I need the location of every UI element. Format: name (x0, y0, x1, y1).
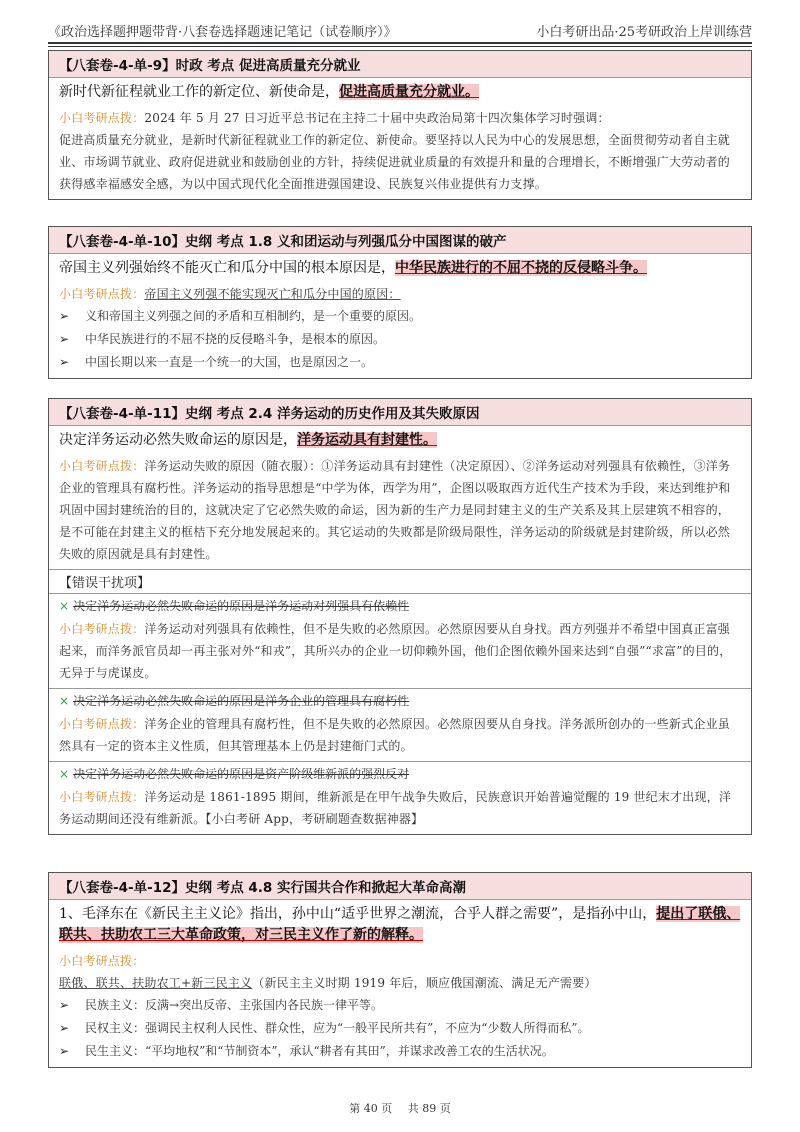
error-item (49, 593, 751, 616)
tip-label: 小白考研点拨： (59, 459, 145, 473)
error-section-title: 【错误干扰项】 (49, 569, 751, 593)
header-left-title: 《政治选择题押题带背·八套卷选择题速记笔记（试卷顺序）》 (48, 24, 397, 40)
cross-icon: × (59, 694, 70, 708)
question-card-12 (48, 872, 752, 1068)
question-text: 新时代新征程就业工作的新定位、新使命是， (59, 84, 339, 100)
answer-highlight: 洋务运动具有封建性。 (297, 432, 437, 448)
bullet-arrow-icon: ➢ (59, 309, 70, 323)
question-line (49, 254, 751, 281)
tip-label: 小白考研点拨： (59, 954, 145, 968)
answer-highlight: 中华民族进行的不屈不挠的反侵略斗争。 (395, 260, 647, 276)
tip-label: 小白考研点拨： (59, 790, 145, 804)
tip-text: 洋务企业的管理具有腐朽性，但不是失败的必然原因。必然原因要从自身找。洋务派所创办的一些新式企业虽然具有一定的资本主义性质，但其管理基本上仍是封建衙门式的。 (59, 717, 731, 753)
question-line (49, 78, 751, 105)
tip-text: 洋务运动是 1861-1895 期间，维新派是在甲午战争失败后，民族意识开始普遍觉醒的 19 世纪末才出现，洋务运动期间还没有维新派。【小白考研 App，考研刷题查数据神器】 (59, 790, 732, 826)
question-card-10 (48, 226, 752, 379)
question-text: 决定洋务运动必然失败命运的原因是， (59, 432, 297, 448)
cross-icon: × (59, 767, 70, 781)
tip-label: 小白考研点拨： (59, 111, 145, 125)
lead-rest: （新民主主义时期 1919 年后，顺应俄国潮流、满足无产需要） (252, 976, 597, 990)
bullet-text: 中华民族进行的不屈不挠的反侵略斗争，是根本的原因。 (85, 332, 386, 346)
bullet-arrow-icon: ➢ (59, 998, 70, 1012)
bullet-text: 民生主义：“平均地权”和“节制资本”，承认“耕者有其田”，并谋求改善工农的生活状况。 (85, 1044, 554, 1058)
body-text: 促进高质量充分就业，是新时代新征程就业工作的新定位、新使命。要坚持以人民为中心的发展思想，全面贯彻劳动者自主就业、市场调节就业、政府促进就业和鼓励创业的方针，持续促进就业质量的有效提升和量的合理增长，不断增强广大劳动者的获得感幸福感安全感，为以中国式现代化全面推进强国建设、民族复兴伟业提供有力支撑。 (59, 133, 731, 191)
list-item (49, 328, 751, 351)
answer-highlight: 提出了联俄、联共、扶助农工三大革命政策，对三民主义作了新的解释。 (59, 906, 741, 943)
bullet-text: 民族主义：反满→突出反帝、主张国内各民族一律平等。 (85, 998, 384, 1012)
error-item (49, 688, 751, 711)
card-title: 【八套卷-4-单-11】史纲 考点 2.4 洋务运动的历史作用及其失败原因 (49, 399, 751, 426)
tip-label: 小白考研点拨： (59, 287, 145, 301)
bullet-arrow-icon: ➢ (59, 332, 70, 346)
question-text: 帝国主义列强始终不能灭亡和瓜分中国的根本原因是， (59, 260, 395, 276)
wrong-option: 决定洋务运动必然失败命运的原因是资产阶级维新派的强烈反对 (73, 767, 410, 781)
wrong-option: 决定洋务运动必然失败命运的原因是洋务企业的管理具有腐朽性 (73, 694, 410, 708)
bullet-text: 义和帝国主义列强之间的矛盾和互相制约，是一个重要的原因。 (85, 309, 422, 323)
question-card-9 (48, 50, 752, 200)
error-item (49, 761, 751, 784)
bullet-arrow-icon: ➢ (59, 1044, 70, 1058)
tip-block (49, 948, 751, 994)
tip-text: 洋务运动失败的原因（随衣服）：①洋务运动具有封建性（决定原因）、②洋务运动对列强具有依赖性，③洋务企业的管理具有腐朽性。洋务运动的指导思想是“中学为体，西学为用”，企图以吸取西方近代生产技术为手段，来达到维护和巩固中国封建统治的目的，这就决定了它必然失败的命运，因为新的生产力是同封建主义的生产关系及其上层建筑不相容的，是不可能在封建主义的框桔下充分地发展起来的。其它运动的失败都是阶级局限性，洋务运动的阶级就是封建阶级，所以必然失败的原因就是具有封建性。 (59, 459, 731, 561)
wrong-option: 决定洋务运动必然失败命运的原因是洋务运动对列强具有依赖性 (73, 599, 410, 613)
question-line (49, 426, 751, 453)
tip-label: 小白考研点拨： (59, 622, 145, 636)
tip-text: 帝国主义列强不能实现灭亡和瓜分中国的原因： (144, 287, 401, 301)
question-line (49, 900, 751, 948)
card-title: 【八套卷-4-单-12】史纲 考点 4.8 实行国共合作和掀起大革命高潮 (49, 873, 751, 900)
question-text: 1、毛泽东在《新民主主义论》指出，孙中山“适乎世界之潮流，合乎人群之需要”，是指孙中山， (59, 906, 657, 922)
bullet-text: 中国长期以来一直是一个统一的大国，也是原因之一。 (85, 355, 374, 369)
list-item (49, 1040, 751, 1067)
page-footer (0, 1100, 800, 1116)
tip-block (49, 281, 751, 305)
bullet-text: 民权主义：强调民主权利人民性、群众性，应为“一般平民所共有”，不应为“少数人所得而私”。 (85, 1021, 590, 1035)
page-total: 共 89 页 (407, 1102, 451, 1115)
card-title: 【八套卷-4-单-10】史纲 考点 1.8 义和团运动与列强瓜分中国图谋的破产 (49, 227, 751, 254)
list-item (49, 351, 751, 378)
tip-label: 小白考研点拨： (59, 717, 145, 731)
page-number: 第 40 页 (349, 1102, 393, 1115)
list-item (49, 994, 751, 1017)
tip-block (49, 453, 751, 569)
tip-text: 洋务运动对列强具有依赖性，但不是失败的必然原因。必然原因要从自身找。西方列强并不希望中国真正富强起来，而洋务派官员却一再主张对外“和戎”，其所兴办的企业一切仰赖外国，他们企图依赖外国来达到“自强”“求富”的目的，无异于与虎谋皮。 (59, 622, 732, 680)
bullet-arrow-icon: ➢ (59, 1021, 70, 1035)
question-card-11 (48, 398, 752, 835)
cross-icon: × (59, 599, 70, 613)
error-tip (49, 784, 751, 834)
page-header (48, 18, 752, 44)
tip-block (49, 105, 751, 199)
lead-underlined: 联俄、联共、扶助农工+新三民主义 (59, 976, 253, 990)
card-title: 【八套卷-4-单-9】时政 考点 促进高质量充分就业 (49, 51, 751, 78)
error-tip (49, 616, 751, 688)
list-item (49, 305, 751, 328)
error-tip (49, 711, 751, 761)
bullet-arrow-icon: ➢ (59, 355, 70, 369)
tip-text: 2024 年 5 月 27 日习近平总书记在主持二十届中央政治局第十四次集体学习时强调： (144, 111, 610, 125)
answer-highlight: 促进高质量充分就业。 (339, 84, 479, 100)
header-right-brand: 小白考研出品·25考研政治上岸训练营 (536, 24, 752, 40)
list-item (49, 1017, 751, 1040)
